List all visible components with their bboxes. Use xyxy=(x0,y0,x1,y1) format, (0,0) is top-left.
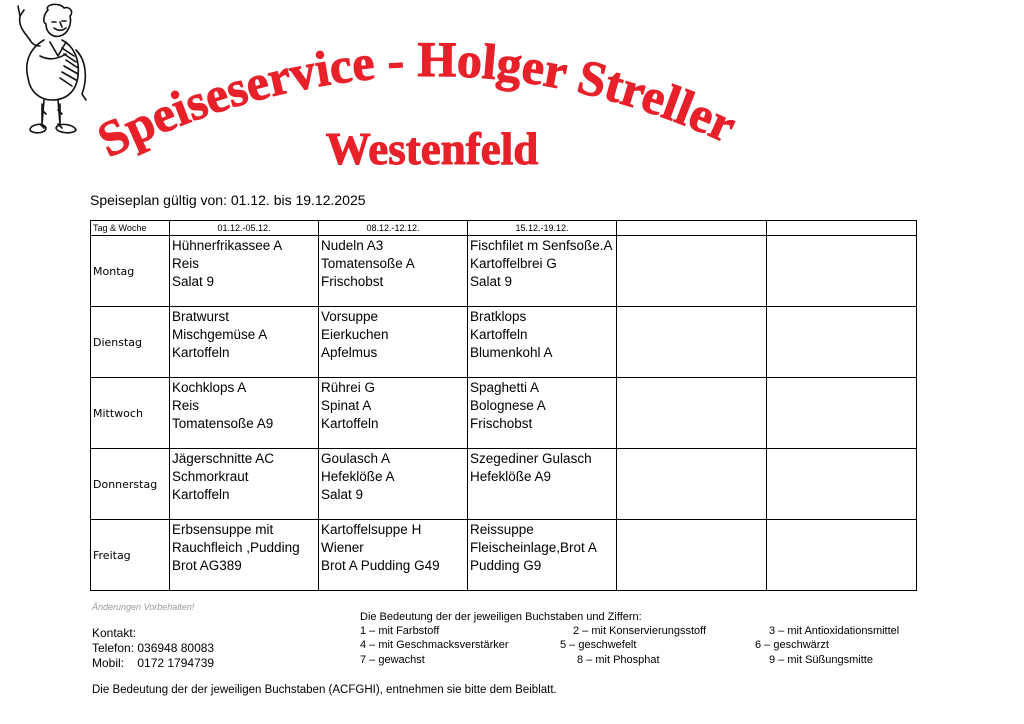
header xyxy=(0,0,1024,190)
meal-line: Spinat A xyxy=(321,398,372,413)
meal-cell xyxy=(767,236,917,307)
meal-cell xyxy=(617,520,767,591)
day-row xyxy=(91,236,917,307)
day-label: Donnerstag xyxy=(91,449,170,520)
week-header: 15.12.-19.12. xyxy=(468,221,617,236)
meal-line: Szegediner Gulasch xyxy=(470,451,592,466)
meal-line: Reissuppe xyxy=(470,522,534,537)
meal-line: Schmorkraut xyxy=(172,469,249,484)
meal-line: Bolognese A xyxy=(470,398,546,413)
meal-line: Pudding G9 xyxy=(470,558,542,573)
contact-title: Kontakt: xyxy=(92,626,137,640)
week-header: 01.12.-05.12. xyxy=(170,221,319,236)
day-row xyxy=(91,378,917,449)
meal-cell xyxy=(319,307,468,378)
validity-period: Speiseplan gültig von: 01.12. bis 19.12.2025 xyxy=(90,192,366,208)
footnote: Die Bedeutung der der jeweiligen Buchstaben (ACFGHI), entnehmen sie bitte dem Beiblatt. xyxy=(92,684,557,696)
meal-line: Kartoffeln xyxy=(470,327,528,342)
meal-cell xyxy=(319,449,468,520)
meal-cell xyxy=(468,307,617,378)
chef-cartoon-icon xyxy=(0,0,92,142)
changes-reserved-note: Änderungen Vorbehalten! xyxy=(92,602,195,612)
meal-line: Tomatensoße A xyxy=(321,256,415,271)
day-row xyxy=(91,449,917,520)
meal-line: Vorsuppe xyxy=(321,309,379,324)
meal-cell xyxy=(767,449,917,520)
legend-item: 2 – mit Konservierungsstoff xyxy=(573,625,707,637)
meal-line: Kartoffeln xyxy=(172,345,230,360)
day-row xyxy=(91,307,917,378)
title-arc: Speiseservice - Holger Streller xyxy=(88,30,745,168)
meal-cell xyxy=(468,236,617,307)
meal-line: Kartoffeln xyxy=(172,487,230,502)
meal-line: Jägerschnitte AC xyxy=(172,451,275,466)
meal-line: Bratwurst xyxy=(172,309,230,324)
meal-cell xyxy=(767,307,917,378)
contact-block xyxy=(92,626,214,671)
legend-item: 5 – geschwefelt xyxy=(560,639,637,651)
meal-line: Kartoffelbrei G xyxy=(470,256,557,271)
meal-cell xyxy=(319,236,468,307)
legend-item: 7 – gewachst xyxy=(360,654,425,666)
legend-item: 3 – mit Antioxidationsmittel xyxy=(769,625,900,637)
day-label: Freitag xyxy=(91,520,170,591)
meal-cell xyxy=(468,449,617,520)
meal-cell xyxy=(617,307,767,378)
meal-cell xyxy=(767,378,917,449)
meal-cell xyxy=(170,236,319,307)
meal-line: Kartoffelsuppe H xyxy=(321,522,422,537)
meal-line: Mischgemüse A xyxy=(172,327,268,342)
legend-item: 9 – mit Süßungsmitte xyxy=(769,654,873,666)
title-location: Westenfeld xyxy=(325,124,539,174)
meal-line: Salat 9 xyxy=(172,274,215,289)
meal-cell xyxy=(617,449,767,520)
legend-item: 4 – mit Geschmacksverstärker xyxy=(360,639,509,651)
day-label: Montag xyxy=(91,236,170,307)
meal-line: Salat 9 xyxy=(470,274,513,289)
meal-line: Salat 9 xyxy=(321,487,364,502)
legend-item: 1 – mit Farbstoff xyxy=(360,625,440,637)
meal-line: Kartoffeln xyxy=(321,416,379,431)
meal-line: Hefeklöße A xyxy=(321,469,395,484)
legend-title: Die Bedeutung der der jeweiligen Buchstaben und Ziffern: xyxy=(360,611,642,623)
meal-line: Hühnerfrikassee A xyxy=(172,238,283,253)
meal-line: Frischobst xyxy=(470,416,533,431)
meal-line: Brot A Pudding G49 xyxy=(321,558,440,573)
meal-line: Brot AG389 xyxy=(172,558,242,573)
week-header-row xyxy=(91,221,917,236)
meal-line: Bratklops xyxy=(470,309,527,324)
meal-cell xyxy=(170,307,319,378)
meal-cell xyxy=(319,378,468,449)
meal-cell xyxy=(468,520,617,591)
meal-cell xyxy=(617,378,767,449)
meal-cell xyxy=(170,378,319,449)
meal-line: Frischobst xyxy=(321,274,384,289)
day-label: Dienstag xyxy=(91,307,170,378)
meal-line: Reis xyxy=(172,398,200,413)
meal-line: Wiener xyxy=(321,540,364,555)
meal-line: Spaghetti A xyxy=(470,380,540,395)
meal-line: Fleischeinlage,Brot A xyxy=(470,540,597,555)
meal-line: Rauchfleich ,Pudding xyxy=(172,540,300,555)
meal-line: Hefeklöße A9 xyxy=(470,469,552,484)
meal-cell xyxy=(319,520,468,591)
week-header: 08.12.-12.12. xyxy=(319,221,468,236)
meal-cell xyxy=(468,378,617,449)
week-header xyxy=(767,221,917,236)
meal-line: Blumenkohl A xyxy=(470,345,553,360)
meal-plan-table xyxy=(90,220,917,591)
legend-item: 6 – geschwärzt xyxy=(755,639,829,651)
meal-line: Apfelmus xyxy=(321,345,378,360)
meal-cell xyxy=(767,520,917,591)
meal-line: Fischfilet m Senfsoße.A xyxy=(470,238,613,253)
meal-line: Kochklops A xyxy=(172,380,247,395)
meal-line: Nudeln A3 xyxy=(321,238,384,253)
meal-line: Eierkuchen xyxy=(321,327,389,342)
day-label: Mittwoch xyxy=(91,378,170,449)
corner-label: Tag & Woche xyxy=(91,221,170,236)
title-logo xyxy=(0,0,1024,190)
meal-cell xyxy=(170,449,319,520)
meal-cell xyxy=(170,520,319,591)
meal-line: Rührei G xyxy=(321,380,376,395)
week-header xyxy=(617,221,767,236)
contact-mobile: Mobil: 0172 1794739 xyxy=(92,656,215,670)
contact-phone: Telefon: 036948 80083 xyxy=(92,641,215,655)
meal-line: Tomatensoße A9 xyxy=(172,416,274,431)
day-row xyxy=(91,520,917,591)
meal-line: Erbsensuppe mit xyxy=(172,522,274,537)
legend-item: 8 – mit Phosphat xyxy=(577,654,660,666)
meal-line: Goulasch A xyxy=(321,451,391,466)
meal-line: Reis xyxy=(172,256,200,271)
meal-cell xyxy=(617,236,767,307)
